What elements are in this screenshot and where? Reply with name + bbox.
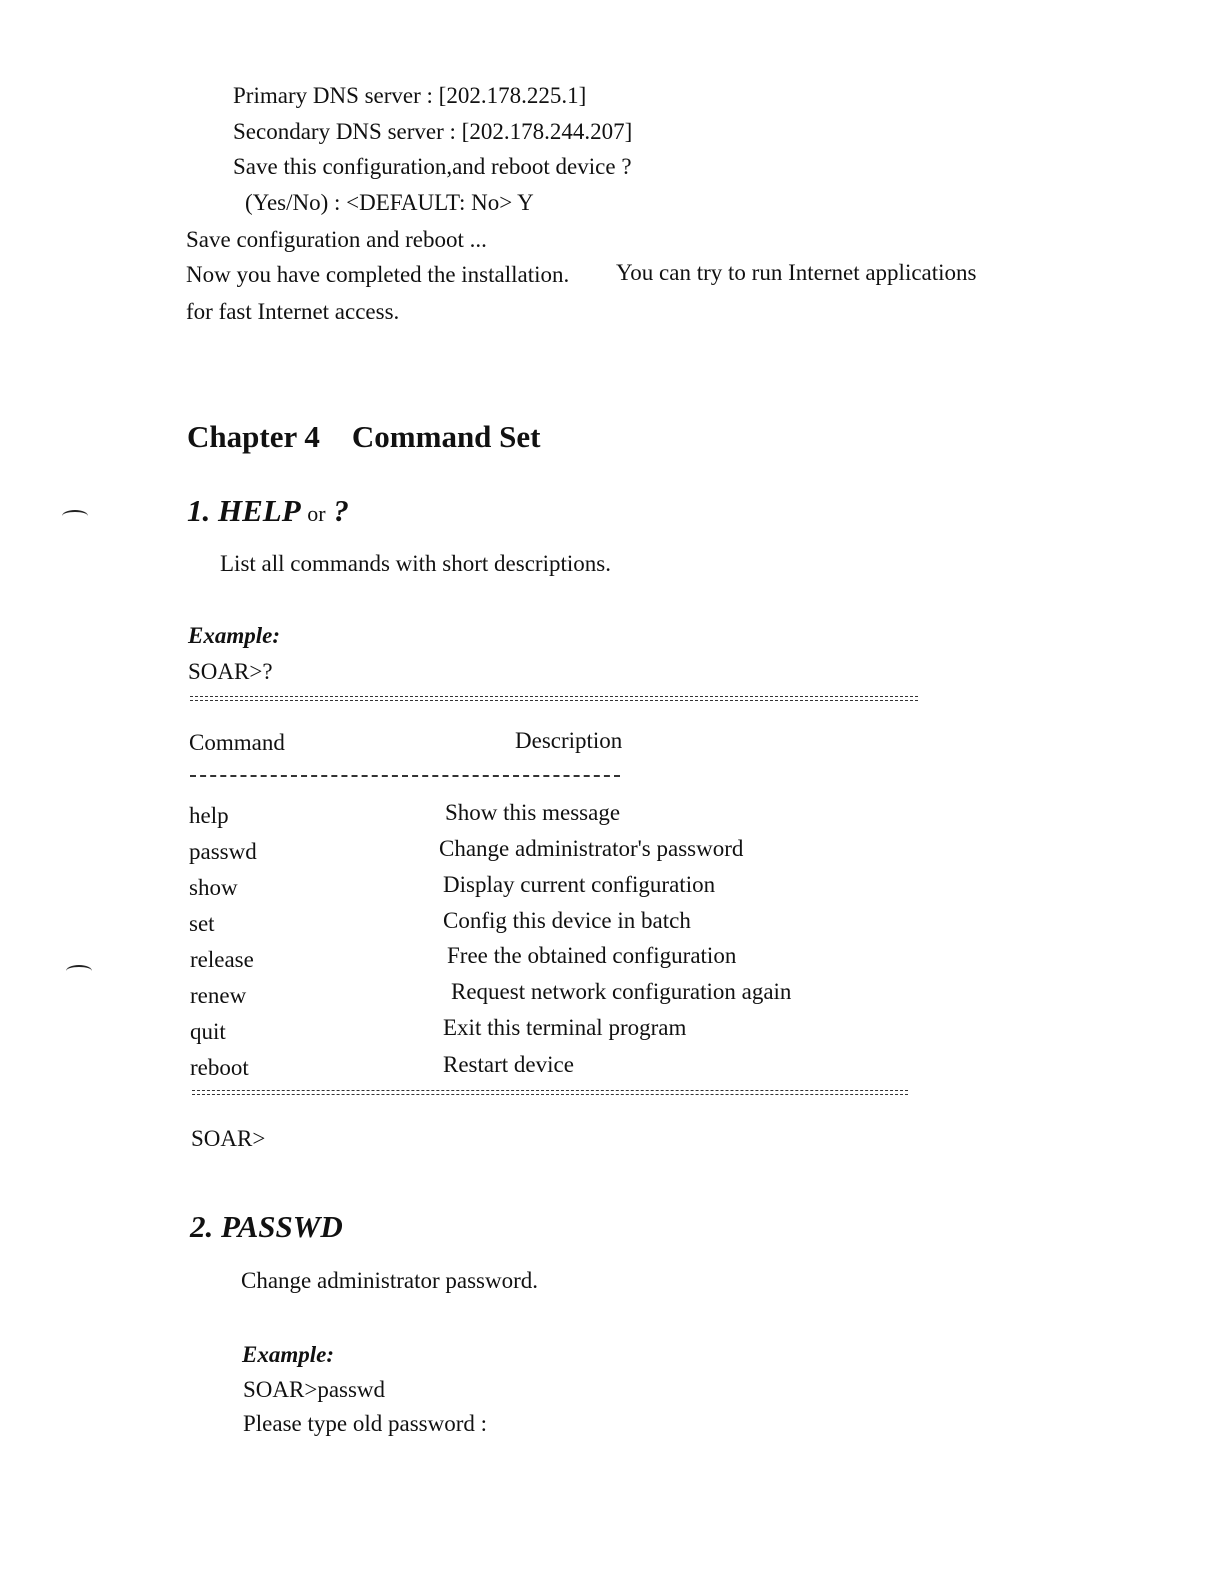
or-word: or bbox=[307, 501, 326, 526]
help-prompt: SOAR>? bbox=[188, 659, 273, 684]
command-desc: Show this message bbox=[445, 800, 621, 825]
command-name: reboot bbox=[190, 1055, 249, 1080]
scan-mark bbox=[62, 510, 88, 522]
column-header-description: Description bbox=[515, 728, 623, 753]
column-header-command: Command bbox=[189, 730, 285, 755]
double-rule-top bbox=[190, 696, 918, 701]
command-name: passwd bbox=[189, 839, 257, 864]
help-description: List all commands with short descriptions. bbox=[220, 551, 611, 576]
completed-text-part2: You can try to run Internet applications bbox=[616, 260, 977, 285]
example-label: Example: bbox=[188, 623, 280, 648]
command-name: renew bbox=[190, 983, 247, 1008]
save-reboot-line: Save configuration and reboot ... bbox=[186, 227, 487, 252]
old-password-prompt: Please type old password : bbox=[243, 1411, 488, 1436]
command-name: set bbox=[189, 911, 215, 936]
command-desc: Change administrator's password bbox=[439, 836, 744, 861]
primary-dns-line: Primary DNS server : [202.178.225.1] bbox=[233, 83, 587, 108]
example-label: Example: bbox=[242, 1342, 334, 1367]
command-desc: Free the obtained configuration bbox=[447, 943, 737, 968]
command-name: quit bbox=[190, 1019, 226, 1044]
command-name: help bbox=[189, 803, 229, 828]
chapter-heading bbox=[187, 421, 541, 452]
question-symbol: ? bbox=[333, 493, 349, 528]
dashed-rule bbox=[190, 775, 620, 777]
command-desc: Restart device bbox=[443, 1052, 574, 1077]
section-help-heading bbox=[187, 495, 349, 526]
section-passwd-heading: 2. PASSWD bbox=[190, 1209, 343, 1244]
completed-text-part1: Now you have completed the installation. bbox=[186, 262, 570, 287]
section-help-title: 1. HELP bbox=[187, 493, 300, 528]
command-name: show bbox=[189, 875, 238, 900]
command-desc: Display current configuration bbox=[443, 872, 716, 897]
command-desc: Config this device in batch bbox=[443, 908, 691, 933]
secondary-dns-line: Secondary DNS server : [202.178.244.207] bbox=[233, 119, 633, 144]
command-desc: Exit this terminal program bbox=[443, 1015, 687, 1040]
passwd-prompt: SOAR>passwd bbox=[243, 1377, 386, 1402]
save-prompt-line: Save this configuration,and reboot device ? bbox=[233, 154, 632, 179]
double-rule-bottom bbox=[192, 1090, 908, 1095]
chapter-number: Chapter 4 bbox=[187, 419, 320, 454]
command-name: release bbox=[190, 947, 254, 972]
completed-text-part3: for fast Internet access. bbox=[186, 299, 400, 324]
end-prompt: SOAR> bbox=[191, 1126, 266, 1151]
command-desc: Request network configuration again bbox=[451, 979, 792, 1004]
yes-no-line: (Yes/No) : <DEFAULT: No> Y bbox=[245, 190, 534, 215]
scan-mark bbox=[66, 965, 92, 977]
chapter-title: Command Set bbox=[351, 419, 541, 454]
passwd-description: Change administrator password. bbox=[241, 1268, 539, 1293]
